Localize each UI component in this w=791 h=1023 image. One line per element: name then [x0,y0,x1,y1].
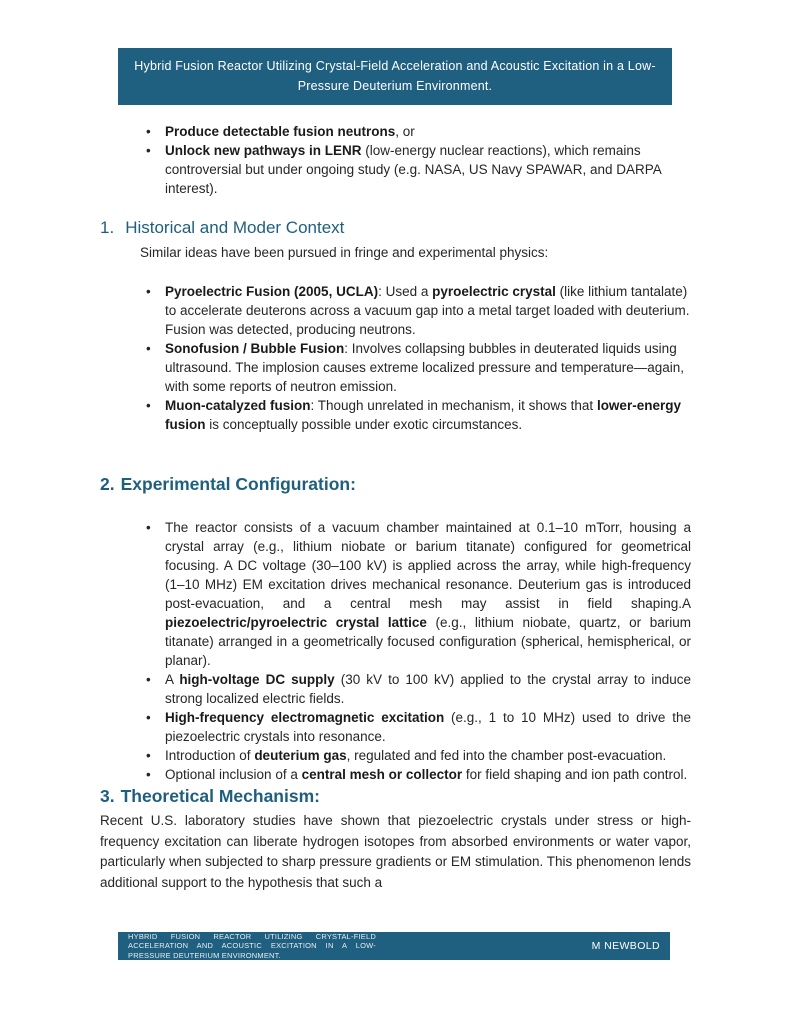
section1-intro-paragraph: Similar ideas have been pursued in fringe and experimental physics: [140,245,549,260]
configuration-bullet-list [100,518,691,784]
footer-title: HYBRID FUSION REACTOR UTILIZING CRYSTAL-FIELD ACCELERATION AND ACOUSTIC EXCITATION IN A LOW-PRESSURE DEUTERIUM ENVIRONMENT. [128,931,376,960]
list-item: • High-frequency electromagnetic excitation (e.g., 1 to 10 MHz) used to drive the piezoelectric crystals into resonance. [100,708,691,746]
list-item: • Muon-catalyzed fusion: Though unrelated in mechanism, it shows that lower-energy fusion is conceptually possible under exotic circumstances. [100,396,691,434]
section-heading-experimental [100,472,691,496]
footer-banner [118,932,670,960]
footer-author: M NEWBOLD [591,940,660,952]
heading-text: Experimental Configuration: [120,474,356,494]
list-item: • Sonofusion / Bubble Fusion: Involves collapsing bubbles in deuterated liquids using ultrasound. The implosion causes extreme localized pressure and temperature—again, with some reports of neutron emission. [100,339,691,396]
list-item: • Unlock new pathways in LENR (low-energy nuclear reactions), which remains controversial but under ongoing study (e.g. NASA, US Navy SPAWAR, and DARPA interest). [100,141,691,198]
list-item: • A high-voltage DC supply (30 kV to 100 kV) applied to the crystal array to induce strong localized electric fields. [100,670,691,708]
section-heading-historical [100,216,691,240]
list-item: • The reactor consists of a vacuum chamber maintained at 0.1–10 mTorr, housing a crystal array (e.g., lithium niobate or barium titanate) configured for geometrical focusing. A DC voltage (30–100 kV) is applied across the array, while high-frequency (1–10 MHz) EM excitation drives mechanical resonance. Deuterium gas is introduced post-evacuation, and a central mesh may assist in field shaping.A piezoelectric/pyroelectric crystal lattice (e.g., lithium niobate, quartz, or barium titanate) arranged in a geometrically focused configuration (spherical, hemispherical, or planar). [100,518,691,670]
intro-bullet-list [100,122,691,198]
heading-number: 1. [100,218,115,237]
document-title: Hybrid Fusion Reactor Utilizing Crystal-Field Acceleration and Acoustic Excitation in a Low-Pressure Deuterium Environment. [134,59,656,93]
list-item: • Introduction of deuterium gas, regulated and fed into the chamber post-evacuation. [100,746,691,765]
document-body [100,104,691,893]
theoretical-paragraph: Recent U.S. laboratory studies have shown that piezoelectric crystals under stress or high-frequency excitation can liberate hydrogen isotopes from absorbed environments or water vapor, particularly when subjected to sharp pressure gradients or EM stimulation. This phenomenon lends additional support to the hypothesis that such a [100,813,691,890]
heading-text: Theoretical Mechanism: [120,786,320,806]
historical-bullet-list [100,282,691,434]
section-heading-theoretical [100,784,691,808]
header-banner [118,48,672,105]
heading-text: Historical and Moder Context [125,218,345,237]
heading-number: 2. [100,474,115,494]
list-item: • Optional inclusion of a central mesh or collector for field shaping and ion path control. [100,765,691,784]
list-item: • Produce detectable fusion neutrons, or [100,122,691,141]
list-item: • Pyroelectric Fusion (2005, UCLA): Used a pyroelectric crystal (like lithium tantalate) to accelerate deuterons across a vacuum gap into a metal target loaded with deuterium. Fusion was detected, producing neutrons. [100,282,691,339]
heading-number: 3. [100,786,115,806]
